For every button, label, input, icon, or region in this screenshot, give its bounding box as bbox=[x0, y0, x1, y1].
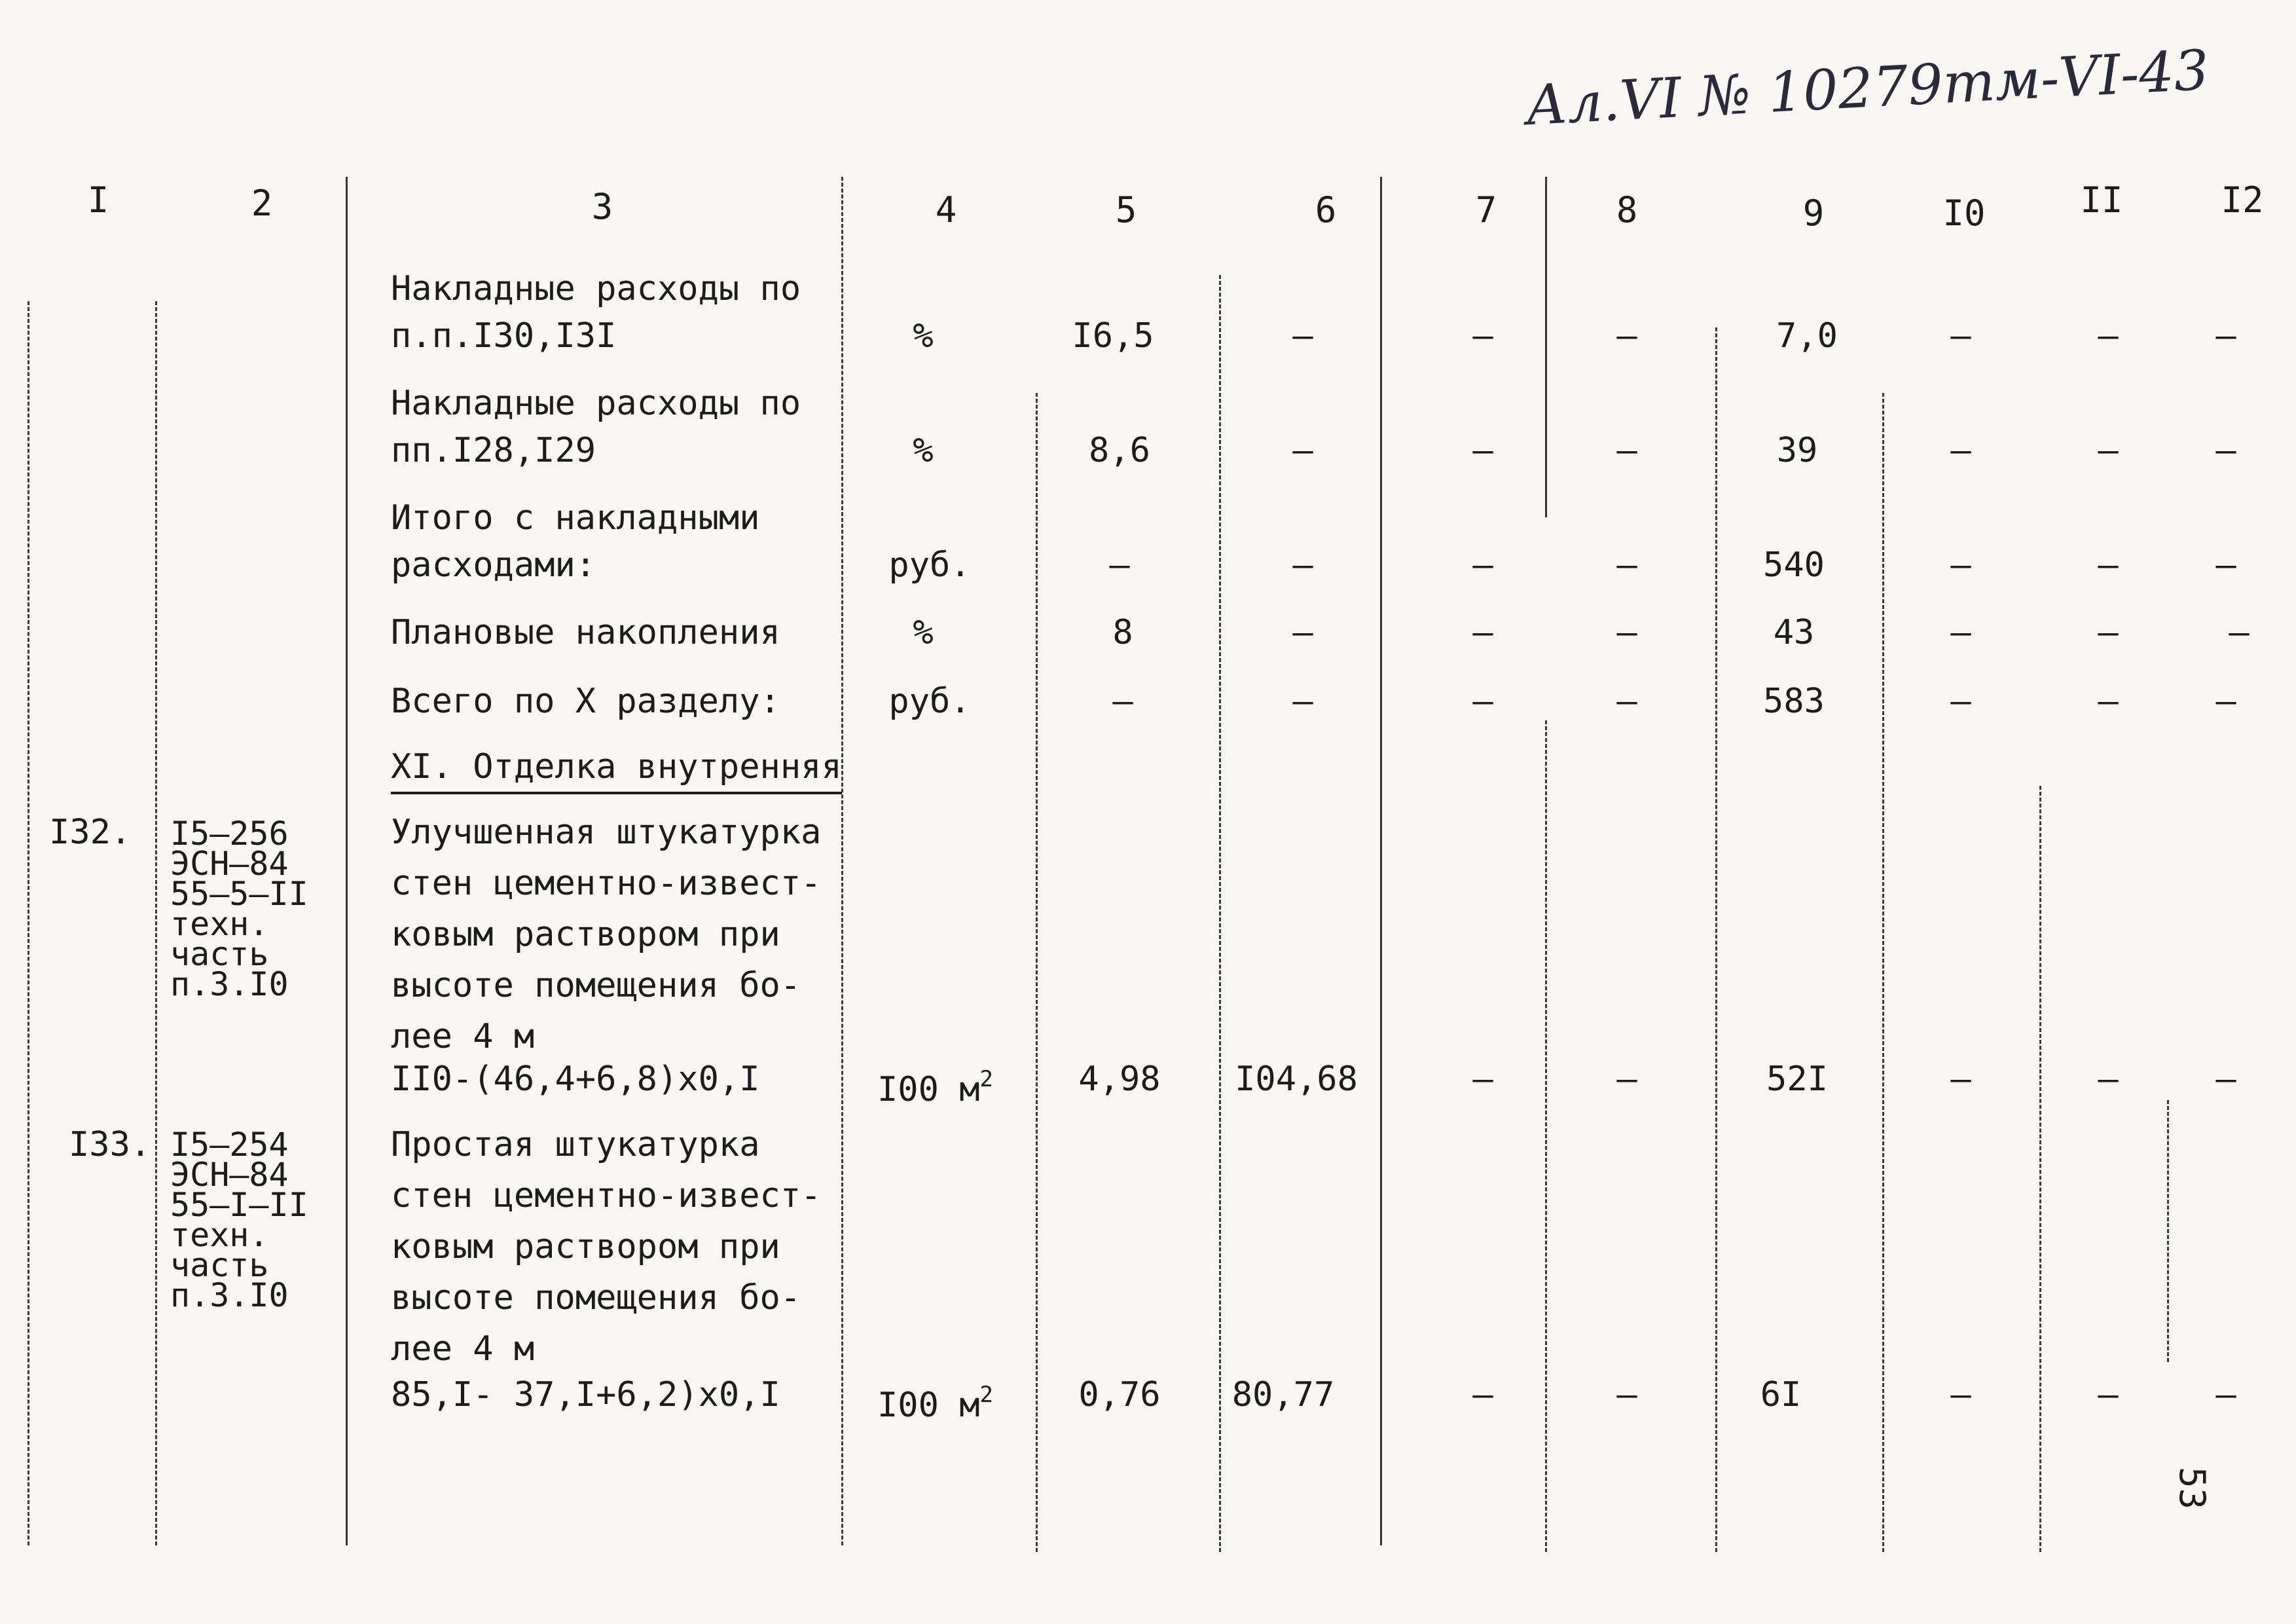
item-value: – bbox=[2098, 1060, 2119, 1099]
row-description: Накладные расходы по bbox=[391, 269, 801, 308]
column-header: II bbox=[2080, 179, 2123, 221]
column-header: 9 bbox=[1802, 193, 1825, 234]
row-value: 540 bbox=[1763, 545, 1825, 585]
item-value: 52I bbox=[1766, 1060, 1828, 1099]
row-value: – bbox=[1292, 545, 1313, 585]
row-value: – bbox=[1292, 613, 1313, 652]
row-value: – bbox=[1292, 431, 1313, 470]
item-value: I04,68 bbox=[1235, 1060, 1358, 1099]
item-number: I33. bbox=[69, 1125, 151, 1164]
column-header: 8 bbox=[1616, 189, 1638, 231]
row-value: – bbox=[2098, 316, 2119, 356]
row-description: Всего по X разделу: bbox=[391, 682, 780, 721]
column-divider bbox=[841, 177, 843, 1545]
row-value: – bbox=[1616, 545, 1637, 585]
row-value: 583 bbox=[1763, 682, 1825, 721]
item-description: высоте помещения бо- bbox=[391, 966, 801, 1005]
row-value: – bbox=[2229, 613, 2250, 652]
item-formula: II0-(46,4+6,8)x0,I bbox=[391, 1060, 760, 1099]
row-description: п.п.I30,I3I bbox=[391, 316, 617, 356]
item-number: I32. bbox=[49, 813, 132, 852]
row-value: – bbox=[2098, 613, 2119, 652]
row-value: – bbox=[2215, 431, 2236, 470]
row-value: – bbox=[1950, 545, 1971, 585]
row-value: – bbox=[1472, 316, 1493, 356]
row-value: – bbox=[2098, 431, 2119, 470]
row-value: – bbox=[1292, 316, 1313, 356]
row-value: – bbox=[1616, 431, 1637, 470]
column-divider bbox=[1545, 177, 1547, 517]
row-value: – bbox=[1950, 613, 1971, 652]
row-description: Итого с накладными bbox=[391, 498, 760, 538]
item-description: высоте помещения бо- bbox=[391, 1278, 801, 1318]
column-header: 5 bbox=[1115, 189, 1137, 231]
row-value: – bbox=[1472, 613, 1493, 652]
item-value: – bbox=[1472, 1375, 1493, 1414]
item-value: – bbox=[1616, 1375, 1637, 1414]
row-unit: % bbox=[913, 316, 934, 356]
column-header: I bbox=[87, 179, 109, 221]
row-unit: руб. bbox=[888, 682, 971, 721]
item-description: стен цементно-извест- bbox=[391, 864, 822, 903]
item-unit: I00 $м^2$ bbox=[877, 1382, 994, 1425]
item-description: Улучшенная штукатурка bbox=[391, 813, 822, 852]
item-value: – bbox=[1950, 1060, 1971, 1099]
column-divider bbox=[155, 301, 157, 1545]
row-value: 39 bbox=[1776, 431, 1818, 470]
row-value: – bbox=[1950, 431, 1971, 470]
item-value: – bbox=[2215, 1375, 2236, 1414]
row-value: – bbox=[1472, 545, 1493, 585]
item-code: I5–254 ЭСН–84 55–I–II техн. часть п.3.I0 bbox=[170, 1126, 308, 1314]
column-divider bbox=[27, 301, 29, 1545]
row-value: – bbox=[1950, 316, 1971, 356]
item-value: – bbox=[1950, 1375, 1971, 1414]
row-value: – bbox=[1616, 682, 1637, 721]
row-value: – bbox=[1292, 682, 1313, 721]
row-unit: % bbox=[913, 431, 934, 470]
section-title: XI. Отделка внутренняя bbox=[391, 743, 842, 794]
item-value: – bbox=[2215, 1060, 2236, 1099]
row-value: – bbox=[1112, 682, 1133, 721]
row-value: – bbox=[1472, 431, 1493, 470]
item-unit: I00 $м^2$ bbox=[877, 1066, 994, 1109]
row-unit: руб. bbox=[888, 545, 971, 585]
column-header: 2 bbox=[251, 183, 273, 224]
column-divider bbox=[346, 177, 348, 1545]
row-value: – bbox=[1950, 682, 1971, 721]
item-description: ковым раствором при bbox=[391, 915, 780, 954]
row-value: – bbox=[2215, 316, 2236, 356]
item-formula: 85,I- 37,I+6,2)x0,I bbox=[391, 1375, 780, 1414]
column-divider bbox=[1545, 720, 1547, 1552]
row-description: Накладные расходы по bbox=[391, 384, 801, 423]
handwritten-reference: Ал.VI № 10279тм-VI-43 bbox=[1524, 37, 2211, 138]
item-description: ковым раствором при bbox=[391, 1227, 780, 1266]
item-description: стен цементно-извест- bbox=[391, 1176, 822, 1215]
item-value: – bbox=[1472, 1060, 1493, 1099]
row-value: 8 bbox=[1112, 613, 1133, 652]
column-divider bbox=[1715, 327, 1717, 1552]
row-value: – bbox=[1616, 316, 1637, 356]
row-unit: % bbox=[913, 613, 934, 652]
item-description: лее 4 м bbox=[391, 1017, 535, 1056]
item-value: – bbox=[1616, 1060, 1637, 1099]
row-value: I6,5 bbox=[1072, 316, 1154, 356]
row-description: расходами: bbox=[391, 545, 596, 585]
item-value: 0,76 bbox=[1078, 1375, 1161, 1414]
item-value: – bbox=[2098, 1375, 2119, 1414]
item-value: 4,98 bbox=[1078, 1060, 1161, 1099]
item-code: I5–256 ЭСН–84 55–5–II техн. часть п.3.I0 bbox=[170, 815, 308, 1003]
item-description: лее 4 м bbox=[391, 1329, 535, 1369]
row-value: – bbox=[1109, 545, 1130, 585]
row-value: 8,6 bbox=[1089, 431, 1150, 470]
column-divider bbox=[2039, 786, 2041, 1552]
column-header: I0 bbox=[1942, 193, 1986, 234]
column-divider bbox=[1380, 177, 1382, 1545]
column-header: 6 bbox=[1315, 189, 1337, 231]
row-value: – bbox=[2215, 682, 2236, 721]
column-header: 7 bbox=[1475, 189, 1497, 231]
row-value: – bbox=[2098, 545, 2119, 585]
column-divider bbox=[1219, 275, 1221, 1552]
row-value: – bbox=[2215, 545, 2236, 585]
row-description: Плановые накопления bbox=[391, 613, 780, 652]
item-value: 80,77 bbox=[1231, 1375, 1335, 1414]
column-header: I2 bbox=[2221, 179, 2264, 221]
row-value: – bbox=[1472, 682, 1493, 721]
column-divider bbox=[1036, 393, 1038, 1552]
item-value: 6I bbox=[1760, 1375, 1802, 1414]
column-divider bbox=[1882, 393, 1884, 1552]
column-header: 4 bbox=[935, 189, 957, 231]
row-value: – bbox=[1616, 613, 1637, 652]
row-value: 43 bbox=[1773, 613, 1815, 652]
row-value: 7,0 bbox=[1776, 316, 1838, 356]
column-divider bbox=[2167, 1100, 2169, 1362]
row-value: – bbox=[2098, 682, 2119, 721]
column-header: 3 bbox=[591, 186, 613, 227]
row-description: пп.I28,I29 bbox=[391, 431, 596, 470]
item-description: Простая штукатурка bbox=[391, 1125, 760, 1164]
page-number: 53 bbox=[2172, 1467, 2213, 1510]
